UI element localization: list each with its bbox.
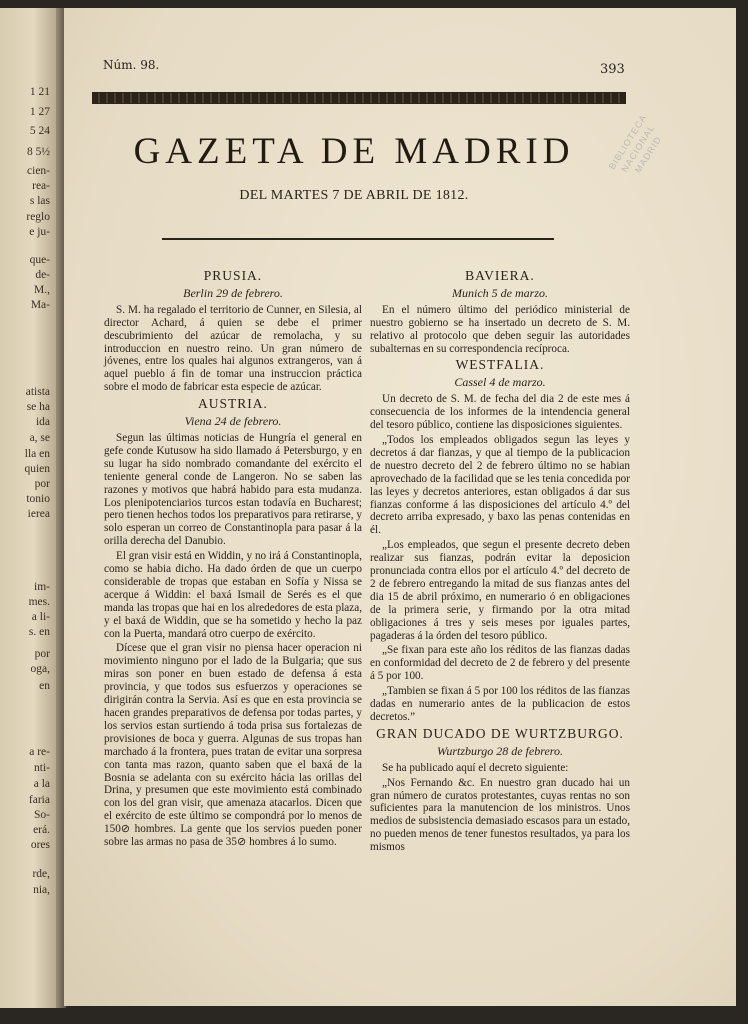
right-column: [370, 266, 630, 856]
article-paragraph: En el número último del periódico ministerial de nuestro gobierno se ha insertado un decreto de S. M. relativo al protocolo que deben seguir las autoridades subalternas en su correspondencia recíproca.: [370, 303, 630, 355]
left-fragment: faria: [28, 794, 50, 806]
left-fragment: erá.: [33, 824, 50, 836]
left-fragment: nti-: [34, 762, 50, 774]
left-fragment: 1 27: [29, 106, 50, 118]
article-paragraph: El gran visir está en Widdin, y no irá á Constantinopla, como se habia dicho. Ha dado órden de que un cuerpo considerable de tropas que estaban en Sofía y Nissa se acerque á Widdin: el baxá Ismail de Serés es el que manda las tropas que hai en los alrededores de esta plaza, y el baxá de Widdin, que se ha sometido y hecho la paz con la Puerta, mandará otro cuerpo de exército.: [104, 550, 362, 640]
left-fragment: ida: [35, 416, 50, 428]
left-fragment: reglo: [26, 211, 50, 223]
page-number: 393: [600, 62, 625, 77]
left-fragment: 8 5½: [27, 146, 50, 158]
left-fragment: a la: [33, 778, 50, 790]
left-fragment: So-: [34, 809, 50, 821]
left-fragment: M.,: [34, 284, 50, 296]
left-fragment: 5 24: [29, 125, 50, 137]
section-dateline-wurtzburgo: Wurtzburgo 28 de febrero.: [437, 743, 563, 758]
left-fragment: mes.: [28, 596, 50, 608]
left-fragment: a li-: [31, 611, 50, 623]
newspaper-title: GAZETA DE MADRID: [133, 131, 575, 172]
left-column: [104, 266, 362, 851]
left-fragment: atista: [25, 386, 50, 398]
section-heading-westfalia: WESTFALIA.: [455, 357, 545, 373]
article-paragraph: S. M. ha regalado el territorio de Cunner, en Silesia, al director Achard, á quien se debe el primer descubrimiento del azúcar de remolacha, y su introduccion en nuestro reino. Un gran número de jóvenes, entre los quales hai algunos extrangeros, van á aquel pueblo á fin de tomar una instruccion práctica sobre el modo de fabricar esta especie de azúcar.: [104, 303, 362, 394]
left-fragment: tonio: [26, 493, 50, 505]
title-divider: [162, 238, 554, 240]
article-paragraph: Se ha publicado aquí el decreto siguiente:: [382, 761, 569, 774]
left-fragment: cien-: [27, 165, 50, 177]
newspaper-page: [64, 8, 736, 1006]
article-paragraph: „Los empleados, que segun el presente decreto deben realizar sus fianzas, podrán evitar la deposicion pronunciada contra ellos por el artículo 4.º del decreto de 2 de febrero entregando la mitad de sus fianzas antes del dia 15 de abril próximo, en numerario ó en obligaciones de la primera serie, y firmando por la otra mitad obligaciones á tres y seis meses por iguales partes, pagaderas á la órden del tesoro público.: [370, 539, 630, 642]
issue-dateline: DEL MARTES 7 DE ABRIL DE 1812.: [239, 188, 469, 203]
section-dateline-austria: Viena 24 de febrero.: [184, 414, 282, 429]
issue-number: Núm. 98.: [103, 58, 160, 72]
left-fragment: 1 21: [29, 86, 50, 98]
article-paragraph: „Todos los empleados obligados segun las leyes y decretos á dar fianzas, y que al tiempo de la publicacion de nuestro decreto del 2 de febrero último no se habian aprovechado de la facilidad que se les tenia concedida por las leyes y decretos anteriores, estan obligados á dar sus fianzas conforme á las disposiciones del artículo 4.º del decreto arriba expresado, y baxo las penas contenidas en él.: [370, 433, 630, 537]
left-fragment: a re-: [29, 746, 50, 758]
section-heading-prusia: PRUSIA.: [203, 268, 263, 283]
left-fragment: ierea: [27, 508, 50, 520]
left-fragment: s. en: [28, 626, 50, 638]
left-fragment: Ma-: [30, 299, 50, 311]
left-fragment: im-: [34, 581, 50, 593]
left-fragment: oga,: [30, 663, 50, 675]
left-fragment: s las: [29, 195, 50, 207]
section-dateline-baviera: Munich 5 de marzo.: [452, 285, 548, 300]
left-fragment: rde,: [32, 868, 50, 880]
left-fragment: ores: [30, 839, 50, 851]
section-heading-wurtzburgo: GRAN DUCADO DE WURTZBURGO.: [376, 725, 624, 741]
article-paragraph: Dícese que el gran visir no piensa hacer operacion ni movimiento ninguno por el lado de la Bulgaria; que sus miras son poner en buen estado de defensa á esta provincia, y que todos sus esfuerzos y operaciones se dirigirán contra la Servia. Así es que en esta provincia se hacen grandes preparativos de defensa por todas partes, y los servios estan surtiendo á toda prisa sus fortalezas de provisiones de boca y guerra. Algunas de sus tropas han marchado á la frontera, pues tratan de evitar una sorpresa con tanta mas razon, quanto saben que el baxá de la Bosnia se adelanta con su exército hácia las orillas del Drina, y presumen que este movimiento está combinado con los del gran visir, que amenaza atacarlos. Dicen que el exército de este último se compondrá por lo menos de 150⊘ hombres. La gente que los servios pueden poner sobre las armas no pasa de 35⊘ hombres á lo sumo.: [104, 642, 362, 849]
left-fragment: por: [34, 648, 50, 660]
left-fragment: por: [34, 478, 50, 490]
left-fragment: de-: [35, 269, 50, 281]
section-dateline-prusia: Berlin 29 de febrero.: [183, 285, 283, 300]
section-heading-baviera: BAVIERA.: [465, 268, 535, 283]
article-paragraph: Un decreto de S. M. de fecha del dia 2 de este mes á consecuencia de los informes de la intendencia general del tesoro público, contiene las disposiciones siguientes.: [370, 393, 630, 432]
left-fragment: en: [39, 680, 50, 692]
article-paragraph: „Se fixan para este año los réditos de las fianzas dadas en conformidad del decreto de 2 de febrero y del presente á 5 por 100.: [370, 644, 630, 683]
section-heading-austria: AUSTRIA.: [198, 396, 268, 412]
ornamental-rule: [92, 92, 626, 104]
article-paragraph: Segun las últimas noticias de Hungría el general en gefe conde Kutusow ha sido llamado á Petersburgo, y en su lugar ha sido nombrado comandante del exército el teniente general conde de Langeron. No se saben las razones y motivos que habrá habido para esta mudanza. Los plenipotenciarios turcos estan todavía en Bucharest; pero tienen hechos todos los preparativos para retirarse, y solo esperan un correo de Constantinopla para pasar á la orilla derecha del Danubio.: [104, 431, 362, 548]
article-paragraph: „Tambien se fixan á 5 por 100 los réditos de las fianzas dadas en numerario antes de la publicacion de estos decretos.”: [370, 685, 630, 723]
library-stamp: BIBLIOTECA NACIONAL MADRID: [606, 112, 664, 175]
section-dateline-westfalia: Cassel 4 de marzo.: [454, 375, 546, 390]
left-fragment: a, se: [29, 432, 50, 444]
article-paragraph: „Nos Fernando &c. En nuestro gran ducado hai un gran número de curatos protestantes, cuyas rentas no son suficientes para la manutencion de los ministros. Unos medios de subsistencia demasiado escasos para un estado, no pueden menos de tener funestos resultados, ya para los mismos: [370, 776, 630, 854]
left-fragment: e ju-: [29, 226, 50, 238]
left-fragment: que-: [29, 254, 50, 266]
left-fragment: quien: [24, 463, 50, 475]
left-fragment: lla en: [24, 448, 50, 460]
left-fragment: nia,: [33, 884, 50, 896]
left-fragment: rea-: [32, 180, 50, 192]
left-page-edge: [0, 8, 56, 1008]
left-fragment: se ha: [26, 401, 50, 413]
